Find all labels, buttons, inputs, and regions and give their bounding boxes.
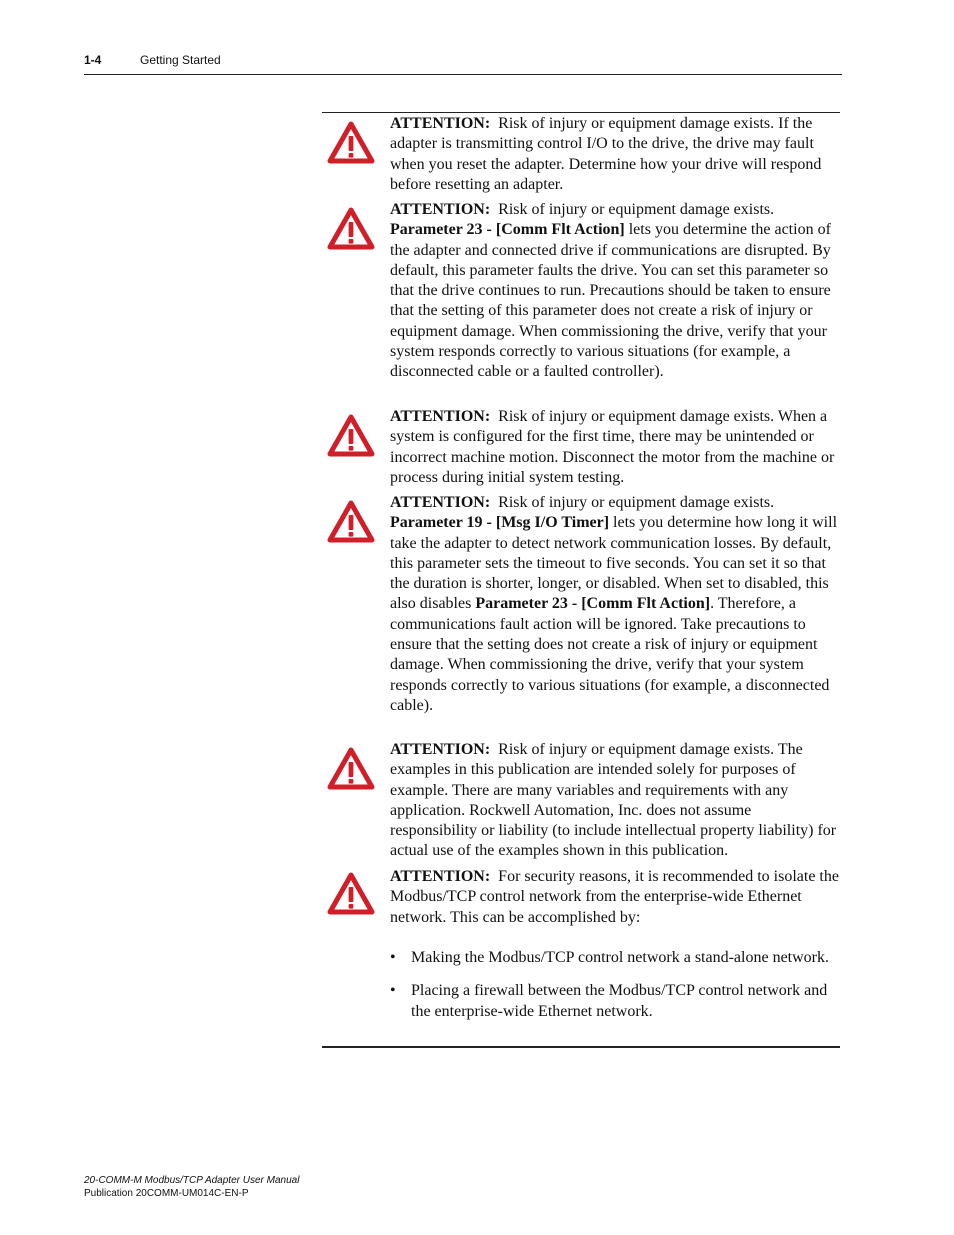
- attention-label: ATTENTION:: [390, 868, 491, 885]
- warning-triangle-icon: [327, 121, 375, 164]
- page-header: [84, 53, 221, 67]
- warning-triangle-icon: [327, 747, 375, 790]
- attention-body: For security reasons, it is recommended to isolate the Modbus/TCP control network from the enterprise-wide Ethernet network. This can be accomplished by:: [390, 868, 839, 926]
- warning-triangle-icon: [327, 207, 375, 250]
- attention-body-middle: lets you determine how long it will take the adapter to detect network communication losses. By default, this parameter sets the timeout to five seconds. You can set it so that the duration is shorter, longer, or disabled. When set to disabled, this also disables: [390, 514, 838, 613]
- page-number: 1-4: [84, 53, 102, 67]
- list-item-text: Making the Modbus/TCP control network a stand-alone network.: [411, 949, 829, 966]
- manual-title: 20-COMM-M Modbus/TCP Adapter User Manual: [84, 1175, 300, 1186]
- bullet-icon: •: [390, 949, 396, 966]
- warning-triangle-icon: [327, 872, 375, 915]
- parameter-reference: Parameter 23 - [Comm Flt Action]: [475, 595, 711, 613]
- attention-label: ATTENTION:: [390, 115, 491, 132]
- attention-text-1: [390, 114, 840, 195]
- attention-body: . Therefore, a communications fault action will be ignored. Take precautions to ensure that the setting does not create a risk of injury or equipment damage. When commissioning the drive, verify that your system responds correctly to various situations (for example, a disconnected cable).: [390, 595, 830, 714]
- section-title: Getting Started: [140, 53, 221, 67]
- list-item: [390, 948, 840, 968]
- attention-label: ATTENTION:: [390, 408, 491, 425]
- attention-label: ATTENTION:: [390, 741, 491, 758]
- attention-body: Risk of injury or equipment damage exists. If the adapter is transmitting control I/O to the drive, the drive may fault when you reset the adapter. Determine how your drive will respond before resetting an adapter.: [390, 115, 822, 193]
- attention-body-intro: Risk of injury or equipment damage exists.: [498, 201, 775, 218]
- parameter-reference: Parameter 23 - [Comm Flt Action]: [390, 221, 625, 239]
- bullet-icon: •: [390, 982, 396, 1000]
- attention-body: Risk of injury or equipment damage exists. The examples in this publication are intended solely for purposes of example. There are many variables and requirements with any application. Rockwell Automation, Inc. does not assume responsibility or liability (to include intellectual property liability) for actual use of the examples shown in this publication.: [390, 741, 837, 860]
- attention-text-2: [390, 200, 840, 383]
- page-footer: [84, 1174, 299, 1200]
- attention-body-intro: Risk of injury or equipment damage exists.: [498, 494, 775, 511]
- list-item: [390, 981, 840, 1022]
- attention-text-3: [390, 407, 840, 488]
- attention-body: lets you determine the action of the adapter and connected drive if communications are disrupted. By default, this parameter faults the drive. You can set this parameter so that the drive continues to run. Precautions should be taken to ensure that the setting of this parameter does not create a risk of injury or equipment damage. When commissioning the drive, verify that your system responds correctly to various situations (for example, a disconnected cable or a faulted controller).: [390, 221, 831, 381]
- attention-text-4: [390, 493, 840, 716]
- header-divider: [84, 74, 842, 75]
- bullet-list: [390, 948, 840, 1022]
- attention-body: Risk of injury or equipment damage exists. When a system is configured for the first time, there may be unintended or incorrect machine motion. Disconnect the motor from the machine or process during initial system testing.: [390, 408, 835, 486]
- warning-triangle-icon: [327, 500, 375, 543]
- warning-triangle-icon: [327, 414, 375, 457]
- attention-text-6: [390, 867, 840, 928]
- attention-table: [322, 112, 840, 1048]
- parameter-reference: Parameter 19 - [Msg I/O Timer]: [390, 514, 610, 532]
- list-item-text: Placing a firewall between the Modbus/TCP control network and the enterprise-wide Ethernet network.: [411, 982, 828, 1020]
- attention-label: ATTENTION:: [390, 494, 491, 511]
- attention-label: ATTENTION:: [390, 201, 491, 218]
- publication-number: Publication 20COMM-UM014C-EN-P: [84, 1188, 249, 1199]
- attention-text-5: [390, 740, 840, 862]
